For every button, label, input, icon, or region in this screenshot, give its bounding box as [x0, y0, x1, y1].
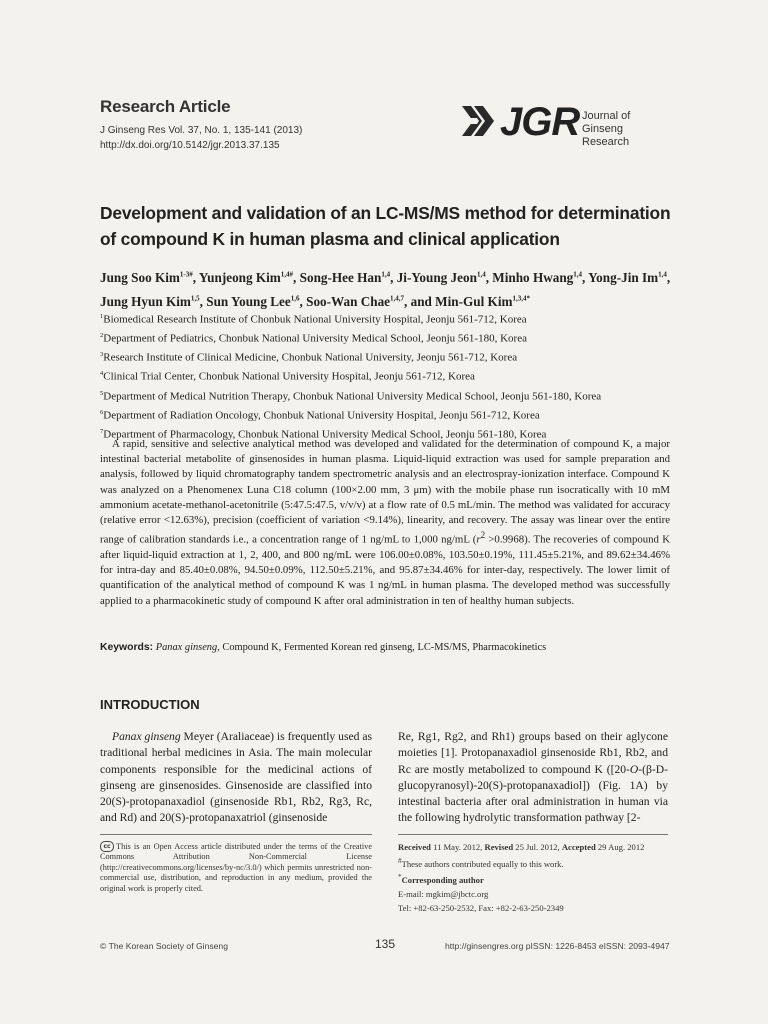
affiliation-number: 2 — [100, 332, 104, 340]
author-separator: , — [390, 270, 397, 286]
author-separator: , — [666, 270, 671, 286]
affiliation-text: Research Institute of Clinical Medicine, Chonbuk National University, Jeonju 561-712, Korea — [103, 351, 518, 364]
accepted-date: 29 Aug. 2012 — [595, 842, 645, 852]
revised-date: 25 Jul. 2012, — [513, 842, 562, 852]
author-affiliation-marks: 1-3# — [179, 271, 193, 279]
affiliation-number: 3 — [100, 351, 104, 359]
author-affiliation-marks: 1,4 — [381, 271, 391, 279]
affiliation-number: 4 — [100, 370, 104, 378]
logo-name-line: Journal of — [582, 110, 631, 122]
jgr-emblem-icon — [462, 106, 496, 136]
equal-contribution-note — [398, 855, 668, 872]
author-name: Soo-Wan Chae — [306, 293, 391, 309]
author-affiliation-marks: 1,3,4* — [512, 294, 530, 303]
license-note — [100, 834, 372, 894]
keyword-italic: Panax ginseng — [155, 642, 218, 653]
author-name: Sun Young Lee — [206, 293, 291, 309]
corr-mark: * — [398, 873, 402, 882]
author-list — [100, 265, 680, 312]
abstract-r-superscript: 2 — [480, 530, 486, 541]
author-name: Jung Hyun Kim — [100, 293, 191, 309]
affiliation — [100, 347, 680, 366]
affiliation-text: Department of Medical Nutrition Therapy, Chonbuk National University Medical School, Jeonju 561-180, Korea — [103, 390, 602, 403]
keywords — [100, 642, 670, 653]
author — [397, 270, 493, 285]
corr-label-text: Corresponding author — [401, 875, 484, 886]
author — [100, 294, 206, 309]
author — [435, 294, 530, 309]
corresponding-email[interactable]: E-mail: mgkim@jbctc.org — [398, 889, 489, 900]
author — [306, 294, 435, 309]
author — [100, 270, 199, 285]
accepted-label: Accepted — [561, 842, 596, 852]
intro-italic: O — [629, 762, 639, 776]
intro-right-column — [398, 729, 668, 827]
affiliation-text: Department of Pediatrics, Chonbuk National University Medical School, Jeonju 561-180, Korea — [103, 332, 527, 345]
revised-label: Revised — [484, 842, 514, 852]
logo-abbrev: JGR — [500, 100, 580, 144]
paper-title: Development and validation of an LC-MS/MS method for determination of compound K in human plasma and clinical application — [100, 203, 671, 249]
author — [588, 270, 670, 285]
footer-issn[interactable]: http://ginsengres.org pISSN: 1226-8453 eISSN: 2093-4947 — [445, 941, 670, 951]
article-type-label: Research Article — [100, 97, 231, 116]
author-separator: , — [582, 270, 589, 286]
affiliation-text: Biomedical Research Institute of Chonbuk National University Hospital, Jeonju 561-712, Korea — [103, 313, 527, 326]
intro-text: Meyer (Araliaceae) is frequently used as traditional herbal medicines in Asia. The main molecular components responsible for the medicinal actions of ginseng are ginsenosides. Ginsenoside are classified into 20(S)-protopanaxadiol (ginsenoside Rb1, Rb2, Rg3, Rc, and Rd) and 20(S)-protopanaxatriol (ginsenoside — [100, 730, 372, 825]
author-separator: , — [485, 270, 493, 286]
author — [492, 270, 588, 285]
received-date: 11 May. 2012, — [430, 842, 485, 852]
author — [206, 294, 306, 309]
author-affiliation-marks: 1,5 — [190, 294, 200, 303]
affiliation — [100, 405, 680, 424]
equal-mark: # — [398, 856, 402, 865]
author — [300, 270, 397, 285]
affiliation-number: 7 — [100, 427, 104, 435]
affiliation-text: Department of Radiation Oncology, Chonbuk National University Hospital, Jeonju 561-712, Korea — [103, 409, 540, 422]
author — [199, 270, 300, 285]
abstract — [100, 437, 670, 609]
affiliation-list — [100, 309, 680, 443]
author-name: Ji-Young Jeon — [396, 270, 477, 286]
author-name: Min-Gul Kim — [435, 293, 513, 309]
author-name: Yunjeong Kim — [198, 270, 281, 286]
article-info — [398, 834, 668, 916]
corresponding-author-label — [398, 871, 668, 888]
author-separator: , — [299, 293, 307, 309]
section-heading-introduction: INTRODUCTION — [100, 697, 200, 712]
intro-left-column — [100, 729, 372, 827]
keywords-label: Keywords: — [100, 642, 154, 653]
affiliation — [100, 328, 680, 347]
author-affiliation-marks: 1,4 — [573, 271, 583, 279]
abstract-r-symbol: r — [476, 533, 481, 546]
corresponding-phone: Tel: +82-63-250-2532, Fax: +82-2-63-250-2349 — [398, 902, 564, 913]
keywords-text: , Compound K, Fermented Korean red ginseng, LC-MS/MS, Pharmacokinetics — [217, 642, 547, 653]
author-separator: , — [293, 270, 300, 286]
license-text: This is an Open Access article distributed under the terms of the Creative Commons Attribution Non-Commercial License (http://creativecommons.org/licenses/by-nc/3.0/) which permits unrestricted non-commercial use, distribution, and reproduction in any medium, provided the original work is properly cited. — [100, 842, 372, 893]
author-affiliation-marks: 1,4,7 — [390, 294, 405, 303]
author-affiliation-marks: 1,4 — [476, 271, 486, 279]
intro-text: Re, Rg1, Rg2, and Rh1) groups based on their aglycone moieties [1]. Protopanaxadiol ginsenoside Rb1, Rb2, and Rc are mostly metabolized to compound K ([20- — [398, 730, 668, 776]
author-name: Minho Hwang — [492, 270, 574, 286]
author-separator: , — [192, 270, 199, 286]
author-separator: , — [199, 293, 207, 309]
affiliation-number: 5 — [100, 389, 104, 397]
journal-logo — [462, 102, 672, 146]
author-name: Yong-Jin Im — [588, 270, 659, 286]
abstract-text: >0.9968). The recoveries of compound K after liquid-liquid extraction at 1, 2, 400, and 800 ng/mL were 106.00±0.08%, 103.50±0.19%, 111.45±5.21%, and 89.62±34.46% for intra-day and 85.40±0.08%, 94.50±0.09%, 112.50±5.21%, and 95.87±34.46% for inter-day, respectively. The lower limit of quantification of the analytical method of compound K was 1 ng/mL in human plasma. The developed method was successfully applied to a pharmacokinetic study of compound K after oral administration in ten of healthy human subjects. — [100, 533, 671, 607]
citation-line: J Ginseng Res Vol. 37, No. 1, 135-141 (2013) — [100, 125, 303, 136]
affiliation-text: Department of Pharmacology, Chonbuk National University Medical School, Jeonju 561-180, Korea — [103, 428, 547, 441]
author-affiliation-marks: 1,4# — [280, 271, 294, 279]
abstract-text: A rapid, sensitive and selective analytical method was developed and validated for the determination of compound K, a major intestinal bacterial metabolite of ginsenosides in human plasma. Liquid-liquid extraction was used for sample preparation and analysis, followed by liquid chromatography tandem spectrometric analysis and an electrospray-ionization interface. Compound K was analyzed on a Phenomenex Luna C18 column (100×2.00 mm, 3 μm) with the mobile phase run isocratically with 10 mM ammonium acetate-methanol-acetonitrile (5:47.5:47.5, v/v/v) at a flow rate of 0.5 mL/min. The method was validated for accuracy (relative error <12.63%), precision (coefficient of variation <9.14%), linearity, and recovery. The assay was linear over the entire range of calibration standards i.e., a concentration range of 1 ng/mL to 1,000 ng/mL ( — [100, 438, 670, 546]
author-affiliation-marks: 1,6 — [290, 294, 300, 303]
affiliation — [100, 309, 680, 328]
citation — [100, 123, 302, 153]
author-name: Song-Hee Han — [299, 270, 382, 286]
doi-link[interactable]: http://dx.doi.org/10.5142/jgr.2013.37.135 — [100, 140, 280, 151]
affiliation — [100, 386, 680, 405]
received-label: Received — [398, 842, 431, 852]
affiliation-number: 6 — [100, 408, 104, 416]
article-dates — [398, 841, 668, 855]
intro-text: -(β-D-glucopyranosyl)-20(S)-protopanaxadiol]) (Fig. 1A) by intestinal bacteria after oral administration in human via the following hydrolytic transformation pathway [2- — [398, 762, 668, 825]
author-affiliation-marks: 1,4 — [658, 271, 667, 279]
affiliation-number: 1 — [100, 313, 104, 320]
equal-note-text: These authors contributed equally to this work. — [401, 858, 564, 869]
logo-name-line: Ginseng Research — [582, 123, 630, 148]
creative-commons-icon: cc — [100, 841, 114, 852]
affiliation — [100, 366, 680, 385]
footer-copyright: © The Korean Society of Ginseng — [100, 941, 228, 951]
intro-italic: Panax ginseng — [112, 730, 181, 743]
author-name: Jung Soo Kim — [100, 270, 180, 286]
page-number: 135 — [375, 937, 396, 951]
affiliation-text: Clinical Trial Center, Chonbuk National University Hospital, Jeonju 561-712, Korea — [103, 371, 475, 384]
logo-journal-name — [582, 110, 672, 149]
author-separator: , and — [404, 293, 436, 309]
